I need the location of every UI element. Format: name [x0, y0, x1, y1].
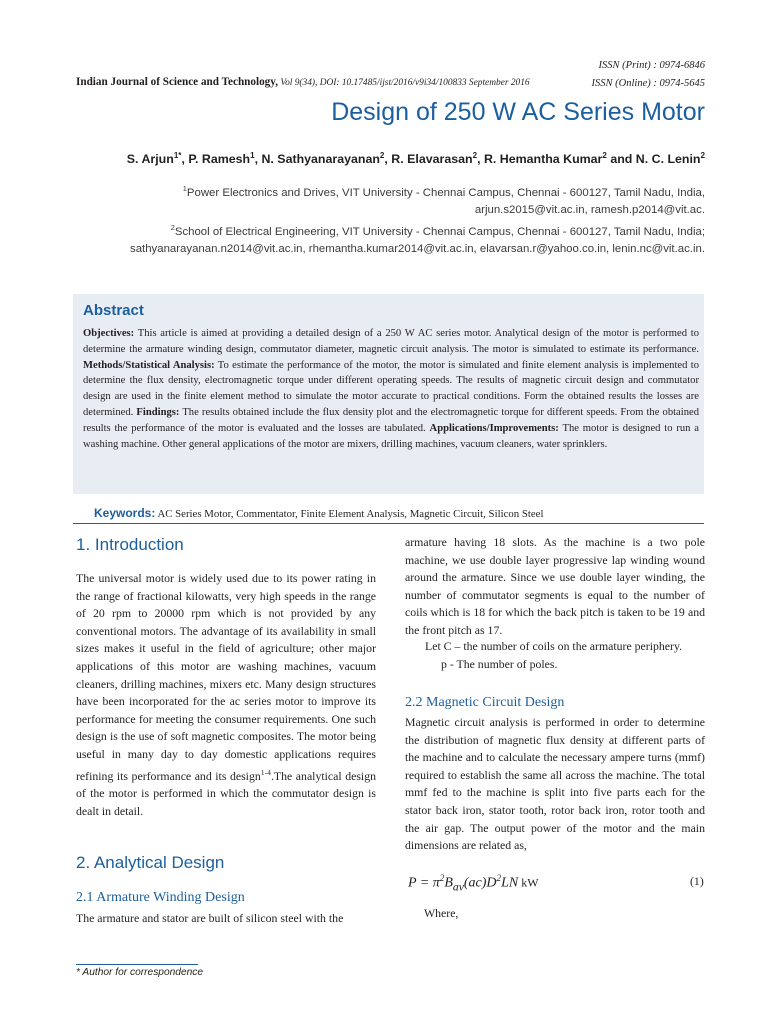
abstract-objectives-label: Objectives:: [83, 328, 135, 339]
equation-b: B: [444, 875, 453, 891]
equation-ln: LN: [501, 875, 519, 891]
equation-exponent: 2: [439, 873, 445, 883]
author-name: S. Arjun: [126, 152, 174, 167]
power-equation: [408, 873, 539, 893]
intro-text-before: The universal motor is widely used due to its power rating in the range of fractional kilowatts, very high speeds in the range of 20 rpm to 20000 rpm which is not provided by any conventional motors. The advantage of its availability in small sizes makes it useful in the field of agriculture; other major applications of this motor are washing machines, vacuum cleaners, drilling machines, mixers etc. Many design structures have been incorporated for the ac series motor to improve its performance for meeting the consumer requirements. One such design is the use of soft magnetic composites. The motor being useful in many day to day domestic applications requires refining its performance and its design: [76, 571, 376, 783]
issn-online: ISSN (Online) : 0974-5645: [591, 78, 705, 89]
affiliation-emails: arjun.s2015@vit.ac.in, ramesh.p2014@vit.ac.: [474, 203, 705, 216]
author-name: N. C. Lenin: [635, 152, 701, 167]
journal-header: [76, 76, 530, 88]
analytical-design-heading: 2. Analytical Design: [76, 853, 225, 872]
author-affil-mark: 1: [250, 151, 255, 160]
definition-p: p - The number of poles.: [441, 657, 558, 671]
author-affil-mark: 2: [379, 151, 385, 160]
author-separator: and: [606, 152, 636, 167]
section-divider: [73, 523, 704, 524]
abstract-heading: Abstract: [83, 302, 144, 319]
equation-subscript: av: [452, 880, 464, 894]
author-list: [127, 151, 705, 166]
affiliation-mark: 2: [170, 222, 175, 232]
affiliation-text: School of Electrical Engineering, VIT University - Chennai Campus, Chennai - 600127, Tamil Nadu, India;: [174, 225, 705, 238]
author-separator: ,: [181, 152, 189, 167]
citation-mark: 1-4: [260, 767, 271, 777]
issn-print: ISSN (Print) : 0974-6846: [598, 60, 705, 71]
footnote-rule: [76, 964, 198, 965]
journal-name: Indian Journal of Science and Technology,: [76, 76, 279, 88]
abstract-objectives: This article is aimed at providing a detailed design of a 250 W AC series motor. Analytical design of the motor is performed to determine the armature winding design, commutator diameter, magnetic circuit analysis. The motor is simulated to estimate its performance.: [83, 328, 699, 355]
equation-ac: (ac)D: [463, 875, 497, 891]
author-separator: ,: [477, 152, 484, 167]
keywords-text: AC Series Motor, Commentator, Finite Element Analysis, Magnetic Circuit, Silicon Steel: [155, 508, 544, 520]
footnote: * Author for correspondence: [76, 967, 204, 978]
definition-c: Let C – the number of coils on the armature periphery.: [425, 639, 683, 653]
issn-block: [592, 57, 705, 93]
affiliation-line: [130, 219, 705, 241]
author-affil-mark: 1*: [173, 151, 182, 160]
affiliations: [130, 180, 705, 258]
affiliation-mark: 1: [182, 184, 187, 193]
author-name: N. Sathyanarayanan: [261, 152, 380, 167]
magnetic-circuit-heading: 2.2 Magnetic Circuit Design: [405, 695, 565, 710]
author-name: R. Hemantha Kumar: [483, 152, 603, 167]
equation-number: (1): [690, 874, 704, 888]
abstract-applications: The motor is designed to run a washing machine. Other general applications of the motor are mixers, drilling machines, vacuum cleaners, water sprinklers.: [83, 422, 699, 450]
author-separator: ,: [384, 152, 392, 167]
armature-paragraph: The armature and stator are built of silicon steel with the: [76, 911, 344, 925]
armature-paragraph-continued: armature having 18 slots. As the machine is a two pole machine, we use double layer progressive lap winding wound around the armature. Since we use double layer winding, the number of commutator segments is equal to the number of coils which is 18 for which the back pitch is taken to be 19 and the front pitch as 17.: [405, 535, 705, 637]
armature-winding-heading: 2.1 Armature Winding Design: [76, 890, 245, 905]
author-name: P. Ramesh: [188, 152, 251, 167]
keywords-label: Keywords:: [94, 506, 156, 520]
author-affil-mark: 2: [700, 151, 705, 160]
journal-meta: Vol 9(34), DOI: 10.17485/ijst/2016/v9i34/100833 September 2016: [278, 78, 530, 88]
affiliation-emails: sathyanarayanan.n2014@vit.ac.in, rhemantha.kumar2014@vit.ac.in, elavarsan.r@yahoo.co.in, lenin.nc@vit.ac.in.: [130, 242, 705, 255]
keywords: [94, 506, 543, 520]
magnetic-paragraph: Magnetic circuit analysis is performed in order to determine the distribution of magnetic flux density at different parts of the machine and to calculate the necessary ampere turns (mmf) required to establish the same all across the machine. The total mmf fed to the machine is split into five parts each for the stator back iron, stator tooth, rotor back iron, rotor tooth and the air gap. The output power of the motor and the main dimensions are related as,: [405, 715, 705, 853]
affiliation-text: Power Electronics and Drives, VIT University - Chennai Campus, Chennai - 600127, Tamil Nadu, India,: [186, 186, 705, 199]
abstract-findings-label: Findings:: [136, 406, 180, 418]
author-separator: ,: [254, 152, 262, 167]
abstract-methods-label: Methods/Statistical Analysis:: [83, 359, 215, 371]
intro-text-after: .The analytical design of the motor is performed in which the commutator design is dealt in detail.: [76, 768, 376, 818]
author-affil-mark: 2: [602, 151, 607, 160]
abstract-findings: The results obtained include the flux density plot and the electromagnetic torque for different speeds. From the obtained results the performance of the motor is evaluated and the losses are tabulated.: [83, 406, 699, 434]
intro-heading: 1. Introduction: [76, 535, 184, 554]
paper-title: Design of 250 W AC Series Motor: [331, 98, 705, 126]
author-name: R. Elavarasan: [391, 152, 473, 167]
equation-exponent: 2: [496, 873, 502, 883]
abstract-body: [83, 326, 699, 452]
intro-paragraph: [76, 570, 376, 820]
abstract-applications-label: Applications/Improvements:: [429, 422, 559, 434]
affiliation-line: [130, 180, 705, 202]
equation-unit: kW: [518, 875, 539, 890]
author-affil-mark: 2: [472, 151, 478, 160]
abstract-methods: To estimate the performance of the motor, the motor is simulated and finite element analysis is implemented to determine the flux density, electromagnetic torque under different operating speeds. The results of magnetic circuit design and commutator design are used in the finite element method to simulate the motor accurate to practical conditions. Form the obtained results the losses are determined.: [83, 359, 699, 418]
where-text: Where,: [424, 906, 459, 920]
equation-lhs: P = π: [408, 875, 440, 891]
